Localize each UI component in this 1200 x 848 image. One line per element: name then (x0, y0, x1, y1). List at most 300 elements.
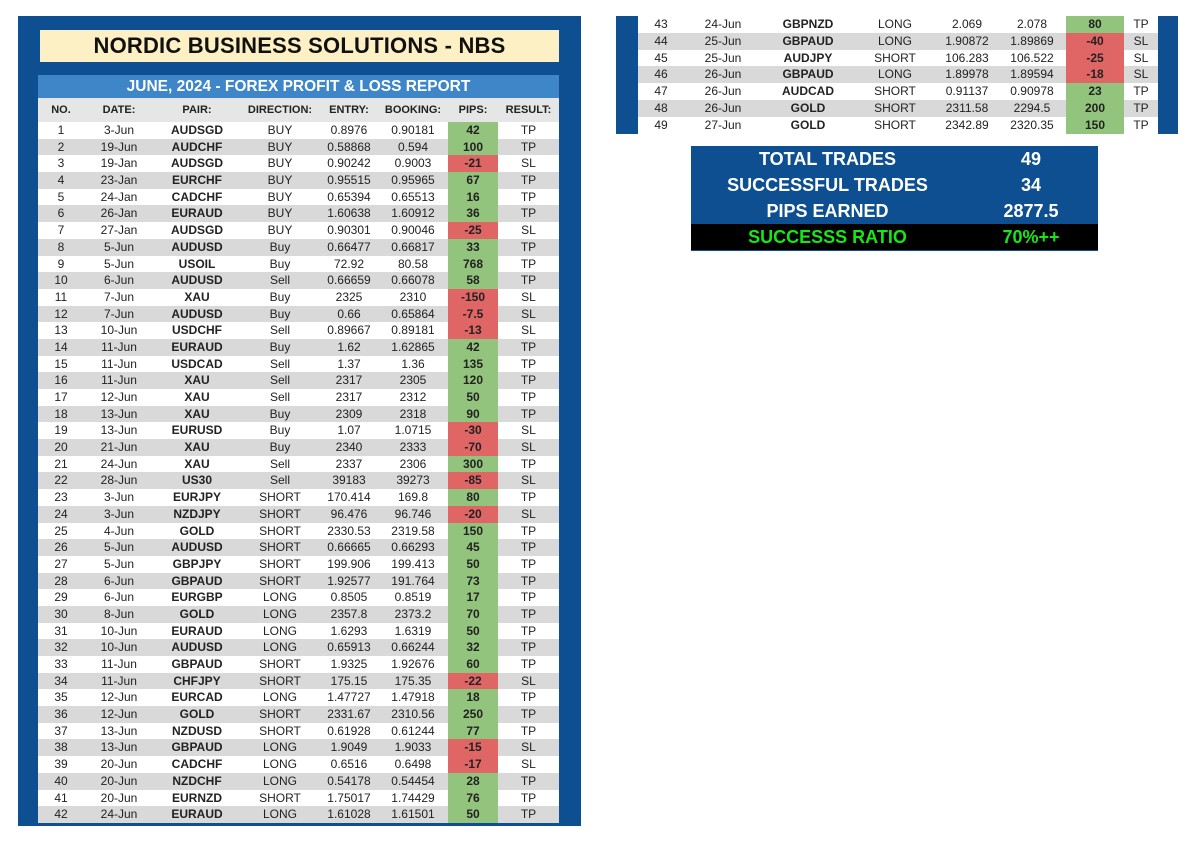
cell-result: TP (1133, 17, 1149, 31)
cell-direction: LONG (262, 640, 297, 655)
cell-pips: -13 (448, 322, 498, 339)
cell-direction: BUY (267, 156, 293, 171)
table-row (38, 122, 559, 139)
cell-pair: GBPAUD (171, 740, 223, 755)
cell-result: TP (520, 256, 537, 271)
cell-date: 3-Jun (103, 506, 135, 521)
cell-entry: 2311.58 (945, 100, 989, 115)
cell-direction: Buy (269, 256, 291, 271)
table-row (38, 656, 559, 673)
column-header-pair: PAIR: (182, 104, 212, 116)
cell-no: 33 (54, 657, 68, 671)
cell-entry: 1.9049 (330, 740, 368, 755)
cell-booking: 2.078 (1016, 17, 1048, 31)
cell-date: 27-Jun (704, 117, 742, 132)
cell-pair: AUDCHF (171, 139, 223, 154)
cell-entry: 0.8505 (330, 590, 368, 605)
summary-box (691, 146, 1098, 251)
table-row (38, 272, 559, 289)
column-header-direction: DIRECTION: (247, 104, 313, 116)
cell-booking: 199.413 (391, 556, 435, 571)
cell-no: 31 (54, 623, 68, 638)
cell-result: TP (520, 590, 537, 605)
cell-result: SL (521, 440, 536, 455)
cell-no: 38 (54, 740, 68, 755)
cell-direction: LONG (262, 590, 297, 605)
cell-no: 28 (54, 573, 68, 588)
table-row (38, 189, 559, 206)
trades-table-right (638, 16, 1158, 134)
cell-direction: Sell (269, 390, 290, 404)
cell-no: 37 (54, 723, 68, 738)
cell-date: 13-Jun (100, 406, 138, 421)
cell-booking: 1.60912 (391, 206, 435, 221)
cell-result: TP (1133, 100, 1149, 115)
cell-pips: 80 (448, 489, 498, 506)
cell-date: 24-Jan (100, 189, 138, 204)
summary-successful-trades (691, 172, 1098, 198)
cell-direction: LONG (262, 773, 297, 788)
cell-result: SL (521, 423, 536, 438)
cell-date: 21-Jun (100, 440, 138, 455)
cell-pair: AUDSGD (170, 223, 223, 238)
table-row (38, 556, 559, 573)
cell-direction: LONG (262, 807, 297, 822)
cell-pips: 300 (448, 456, 498, 473)
cell-pair: XAU (184, 456, 210, 471)
cell-no: 26 (54, 540, 68, 555)
cell-result: TP (520, 356, 537, 371)
cell-no: 27 (54, 556, 68, 571)
table-row (38, 155, 559, 172)
table-row (38, 306, 559, 323)
cell-booking: 0.66293 (391, 540, 435, 555)
cell-pips: 768 (448, 256, 498, 273)
cell-result: SL (521, 223, 536, 238)
cell-pips: 50 (448, 556, 498, 573)
pips-earned-value: 2877.5 (1003, 200, 1059, 221)
cell-entry: 0.65913 (327, 640, 371, 655)
cell-no: 9 (57, 256, 65, 271)
pips-earned-label: PIPS EARNED (766, 200, 889, 221)
cell-pair: CHFJPY (173, 673, 221, 688)
cell-date: 6-Jun (103, 573, 135, 588)
cell-date: 20-Jun (100, 757, 138, 772)
cell-no: 46 (654, 67, 668, 82)
table-row (38, 205, 559, 222)
cell-no: 8 (57, 239, 65, 254)
table-row (38, 689, 559, 706)
cell-no: 39 (54, 757, 68, 772)
cell-entry: 2317 (335, 390, 363, 404)
cell-direction: LONG (262, 757, 297, 772)
cell-entry: 0.90301 (327, 223, 371, 238)
cell-entry: 199.906 (327, 556, 371, 571)
cell-no: 2 (57, 139, 65, 154)
cell-booking: 0.65513 (391, 189, 435, 204)
cell-pips: 17 (448, 589, 498, 606)
cell-result: SL (1133, 50, 1149, 65)
table-row (38, 372, 559, 389)
cell-pips: 76 (448, 790, 498, 807)
cell-direction: Buy (269, 440, 291, 455)
cell-date: 12-Jun (100, 390, 138, 404)
cell-direction: Buy (269, 406, 291, 421)
cell-booking: 169.8 (397, 490, 429, 505)
cell-pips: 28 (448, 773, 498, 790)
cell-pips: 70 (448, 606, 498, 623)
cell-direction: SHORT (259, 523, 301, 538)
cell-direction: Buy (269, 239, 291, 254)
cell-direction: SHORT (259, 540, 301, 555)
cell-entry: 1.37 (337, 356, 361, 371)
cell-no: 41 (54, 790, 68, 805)
table-row (38, 539, 559, 556)
cell-booking: 175.35 (394, 673, 432, 688)
cell-pair: EURAUD (171, 339, 223, 354)
cell-pips: -18 (1066, 66, 1124, 83)
table-row (38, 806, 559, 823)
cell-no: 23 (54, 490, 68, 505)
cell-date: 11-Jun (101, 673, 137, 688)
cell-no: 43 (654, 17, 668, 31)
cell-pips: 32 (448, 639, 498, 656)
successful-trades-value: 34 (1020, 174, 1042, 195)
cell-date: 5-Jun (103, 540, 135, 555)
cell-result: TP (1133, 84, 1149, 99)
cell-entry: 106.283 (945, 50, 989, 65)
total-trades-label: TOTAL TRADES (758, 148, 896, 169)
cell-direction: Sell (269, 323, 290, 338)
table-row (38, 589, 559, 606)
cell-result: TP (520, 390, 537, 404)
cell-entry: 2309 (335, 406, 363, 421)
cell-direction: Buy (269, 339, 291, 354)
cell-result: SL (1133, 67, 1149, 82)
cell-entry: 2331.67 (327, 707, 371, 722)
cell-entry: 0.89667 (327, 323, 371, 338)
cell-no: 25 (54, 523, 68, 538)
cell-booking: 0.95965 (391, 173, 435, 188)
cell-result: TP (520, 273, 537, 288)
table-row (638, 66, 1158, 83)
cell-booking: 0.90978 (1010, 84, 1054, 99)
cell-result: SL (521, 156, 536, 171)
cell-result: TP (520, 406, 537, 421)
cell-booking: 0.65864 (391, 306, 435, 321)
cell-pair: GBPAUD (171, 573, 223, 588)
table-row (38, 456, 559, 473)
cell-no: 36 (54, 707, 68, 722)
cell-result: SL (521, 323, 536, 338)
cell-date: 3-Jun (103, 123, 135, 137)
cell-direction: Sell (269, 456, 290, 471)
summary-pips-earned (691, 198, 1098, 224)
cell-pair: AUDUSD (171, 640, 223, 655)
cell-pips: 23 (1066, 83, 1124, 100)
cell-booking: 2318 (399, 406, 427, 421)
cell-date: 25-Jun (704, 50, 742, 65)
cell-direction: SHORT (259, 723, 301, 738)
cell-result: TP (520, 523, 537, 538)
table-header (38, 98, 559, 122)
cell-no: 3 (57, 156, 65, 171)
cell-pair: AUDCAD (782, 84, 834, 99)
cell-booking: 2294.5 (1013, 100, 1051, 115)
cell-no: 1 (57, 123, 65, 137)
table-row (38, 389, 559, 406)
cell-no: 24 (54, 506, 68, 521)
cell-pips: 42 (448, 339, 498, 356)
cell-pair: EURUSD (171, 423, 223, 438)
table-row (38, 289, 559, 306)
cell-entry: 2342.89 (945, 117, 989, 132)
cell-result: TP (520, 807, 537, 822)
cell-entry: 0.61928 (327, 723, 371, 738)
cell-date: 13-Jun (100, 740, 138, 755)
cell-entry: 175.15 (330, 673, 368, 688)
cell-date: 8-Jun (103, 606, 135, 621)
cell-no: 44 (654, 33, 668, 48)
cell-pips: 135 (448, 356, 498, 373)
table-row (38, 773, 559, 790)
cell-entry: 1.61028 (327, 807, 371, 822)
cell-booking: 1.89869 (1010, 33, 1054, 48)
column-header-pips: PIPS: (458, 104, 488, 116)
cell-result: SL (521, 473, 536, 488)
cell-date: 26-Jan (100, 206, 138, 221)
cell-pips: 90 (448, 406, 498, 423)
cell-date: 5-Jun (103, 556, 135, 571)
cell-result: TP (520, 540, 537, 555)
table-row (38, 322, 559, 339)
table-row (38, 239, 559, 256)
cell-date: 26-Jun (704, 67, 742, 82)
cell-no: 14 (54, 339, 68, 354)
cell-pips: 36 (448, 205, 498, 222)
cell-result: TP (520, 339, 537, 354)
cell-direction: Buy (269, 289, 291, 304)
cell-direction: BUY (267, 223, 293, 238)
cell-direction: SHORT (259, 573, 301, 588)
cell-pair: EURCHF (172, 173, 222, 188)
cell-no: 12 (54, 306, 68, 321)
cell-result: TP (520, 139, 537, 154)
cell-pair: CADCHF (171, 757, 223, 772)
cell-date: 28-Jun (100, 473, 138, 488)
cell-booking: 2312 (399, 390, 427, 404)
cell-pips: -30 (448, 422, 498, 439)
cell-date: 10-Jun (100, 323, 138, 338)
cell-entry: 170.414 (327, 490, 371, 505)
cell-date: 7-Jun (103, 289, 135, 304)
cell-entry: 2.069 (951, 17, 983, 31)
cell-pair: EURNZD (172, 790, 222, 805)
table-row (38, 256, 559, 273)
cell-booking: 2320.35 (1010, 117, 1054, 132)
cell-result: TP (520, 723, 537, 738)
cell-entry: 1.89978 (945, 67, 989, 82)
table-row (38, 623, 559, 640)
cell-entry: 0.58868 (327, 139, 371, 154)
cell-pips: 200 (1066, 100, 1124, 117)
cell-entry: 0.54178 (327, 773, 371, 788)
cell-pair: XAU (184, 390, 210, 404)
cell-direction: SHORT (874, 117, 916, 132)
cell-booking: 2319.58 (391, 523, 435, 538)
cell-booking: 2305 (399, 373, 427, 388)
cell-pair: EURAUD (171, 623, 223, 638)
cell-no: 17 (54, 390, 68, 404)
cell-entry: 0.90242 (327, 156, 371, 171)
column-header-date: DATE: (102, 104, 136, 116)
cell-booking: 191.764 (391, 573, 435, 588)
cell-date: 5-Jun (103, 239, 135, 254)
cell-booking: 1.9033 (394, 740, 432, 755)
cell-result: TP (520, 239, 537, 254)
cell-booking: 0.54454 (391, 773, 435, 788)
cell-date: 12-Jun (100, 690, 138, 705)
success-ratio-label: SUCCESSS RATIO (748, 226, 907, 247)
cell-pips: -15 (448, 739, 498, 756)
summary-success-ratio (691, 224, 1098, 250)
cell-result: TP (520, 790, 537, 805)
table-row (38, 673, 559, 690)
cell-no: 19 (54, 423, 68, 438)
cell-entry: 1.90872 (945, 33, 989, 48)
cell-no: 6 (57, 206, 65, 221)
table-row (38, 639, 559, 656)
cell-booking: 1.89594 (1010, 67, 1054, 82)
cell-direction: SHORT (259, 673, 301, 688)
cell-date: 12-Jun (100, 707, 138, 722)
table-row (38, 790, 559, 807)
cell-pair: GBPJPY (172, 556, 222, 571)
cell-pips: -150 (448, 289, 498, 306)
cell-entry: 0.66659 (327, 273, 371, 288)
report-title: NORDIC BUSINESS SOLUTIONS - NBS (40, 30, 559, 62)
cell-direction: Sell (269, 356, 290, 371)
cell-date: 24-Jun (704, 17, 742, 31)
cell-entry: 2337 (335, 456, 363, 471)
cell-pips: -7.5 (448, 306, 498, 323)
cell-no: 10 (54, 273, 68, 288)
cell-entry: 0.65394 (327, 189, 371, 204)
table-row (638, 83, 1158, 100)
table-row (38, 606, 559, 623)
cell-no: 35 (54, 690, 68, 705)
cell-no: 29 (54, 590, 68, 605)
cell-pair: XAU (184, 373, 210, 388)
cell-pips: 50 (448, 623, 498, 640)
table-row (38, 506, 559, 523)
cell-pips: -85 (448, 472, 498, 489)
cell-direction: SHORT (259, 790, 301, 805)
cell-entry: 2317 (335, 373, 363, 388)
cell-no: 42 (54, 807, 68, 822)
cell-no: 15 (54, 356, 68, 371)
cell-direction: LONG (877, 17, 912, 31)
cell-pair: EURJPY (172, 490, 222, 505)
column-header-no: NO. (51, 104, 71, 116)
cell-pair: NZDCHF (172, 773, 222, 788)
cell-result: TP (520, 657, 537, 671)
table-row (38, 222, 559, 239)
cell-direction: SHORT (259, 657, 301, 671)
table-row (38, 489, 559, 506)
table-row (38, 523, 559, 540)
cell-pips: -25 (1066, 50, 1124, 67)
cell-pair: NZDUSD (172, 723, 222, 738)
cell-date: 26-Jun (704, 100, 742, 115)
cell-entry: 1.60638 (327, 206, 371, 221)
cell-entry: 0.91137 (945, 84, 989, 99)
cell-date: 20-Jun (100, 773, 138, 788)
cell-entry: 0.6516 (330, 757, 368, 772)
cell-pips: 150 (1066, 117, 1124, 134)
cell-pips: 33 (448, 239, 498, 256)
cell-booking: 2333 (399, 440, 427, 455)
cell-result: TP (520, 490, 537, 505)
cell-booking: 2373.2 (394, 606, 432, 621)
cell-date: 5-Jun (103, 256, 135, 271)
cell-pips: -25 (448, 222, 498, 239)
cell-pair: GOLD (179, 523, 215, 538)
cell-result: SL (521, 740, 536, 755)
cell-result: TP (1133, 117, 1149, 132)
cell-pips: -70 (448, 439, 498, 456)
table-row (638, 100, 1158, 117)
cell-pips: 45 (448, 539, 498, 556)
cell-pair: AUDUSD (171, 239, 223, 254)
report-subtitle: JUNE, 2024 - FOREX PROFIT & LOSS REPORT (38, 75, 559, 98)
total-trades-value: 49 (1020, 148, 1042, 169)
cell-booking: 0.66244 (391, 640, 435, 655)
cell-pair: GBPAUD (782, 67, 834, 82)
cell-entry: 39183 (332, 473, 366, 488)
cell-no: 21 (54, 456, 68, 471)
cell-date: 19-Jan (100, 156, 138, 171)
cell-result: TP (520, 123, 537, 137)
cell-pips: 67 (448, 172, 498, 189)
cell-direction: SHORT (874, 100, 916, 115)
cell-no: 48 (654, 100, 668, 115)
cell-booking: 1.47918 (391, 690, 435, 705)
table-row (638, 117, 1158, 134)
cell-date: 10-Jun (100, 640, 138, 655)
cell-booking: 0.66817 (391, 239, 435, 254)
cell-date: 23-Jan (100, 173, 138, 188)
table-row (38, 706, 559, 723)
cell-date: 24-Jun (100, 456, 138, 471)
cell-direction: BUY (267, 173, 293, 188)
cell-no: 47 (654, 84, 668, 99)
cell-pair: XAU (184, 440, 210, 455)
table-row (38, 439, 559, 456)
cell-booking: 1.6319 (394, 623, 432, 638)
cell-date: 7-Jun (103, 306, 135, 321)
cell-pair: GBPAUD (782, 33, 834, 48)
cell-direction: LONG (262, 690, 297, 705)
cell-direction: SHORT (874, 50, 916, 65)
cell-no: 20 (54, 440, 68, 455)
cell-direction: Sell (269, 473, 290, 488)
cell-direction: Buy (269, 306, 291, 321)
cell-result: TP (520, 173, 537, 188)
cell-no: 49 (654, 117, 668, 132)
cell-direction: SHORT (259, 556, 301, 571)
cell-booking: 1.62865 (391, 339, 435, 354)
